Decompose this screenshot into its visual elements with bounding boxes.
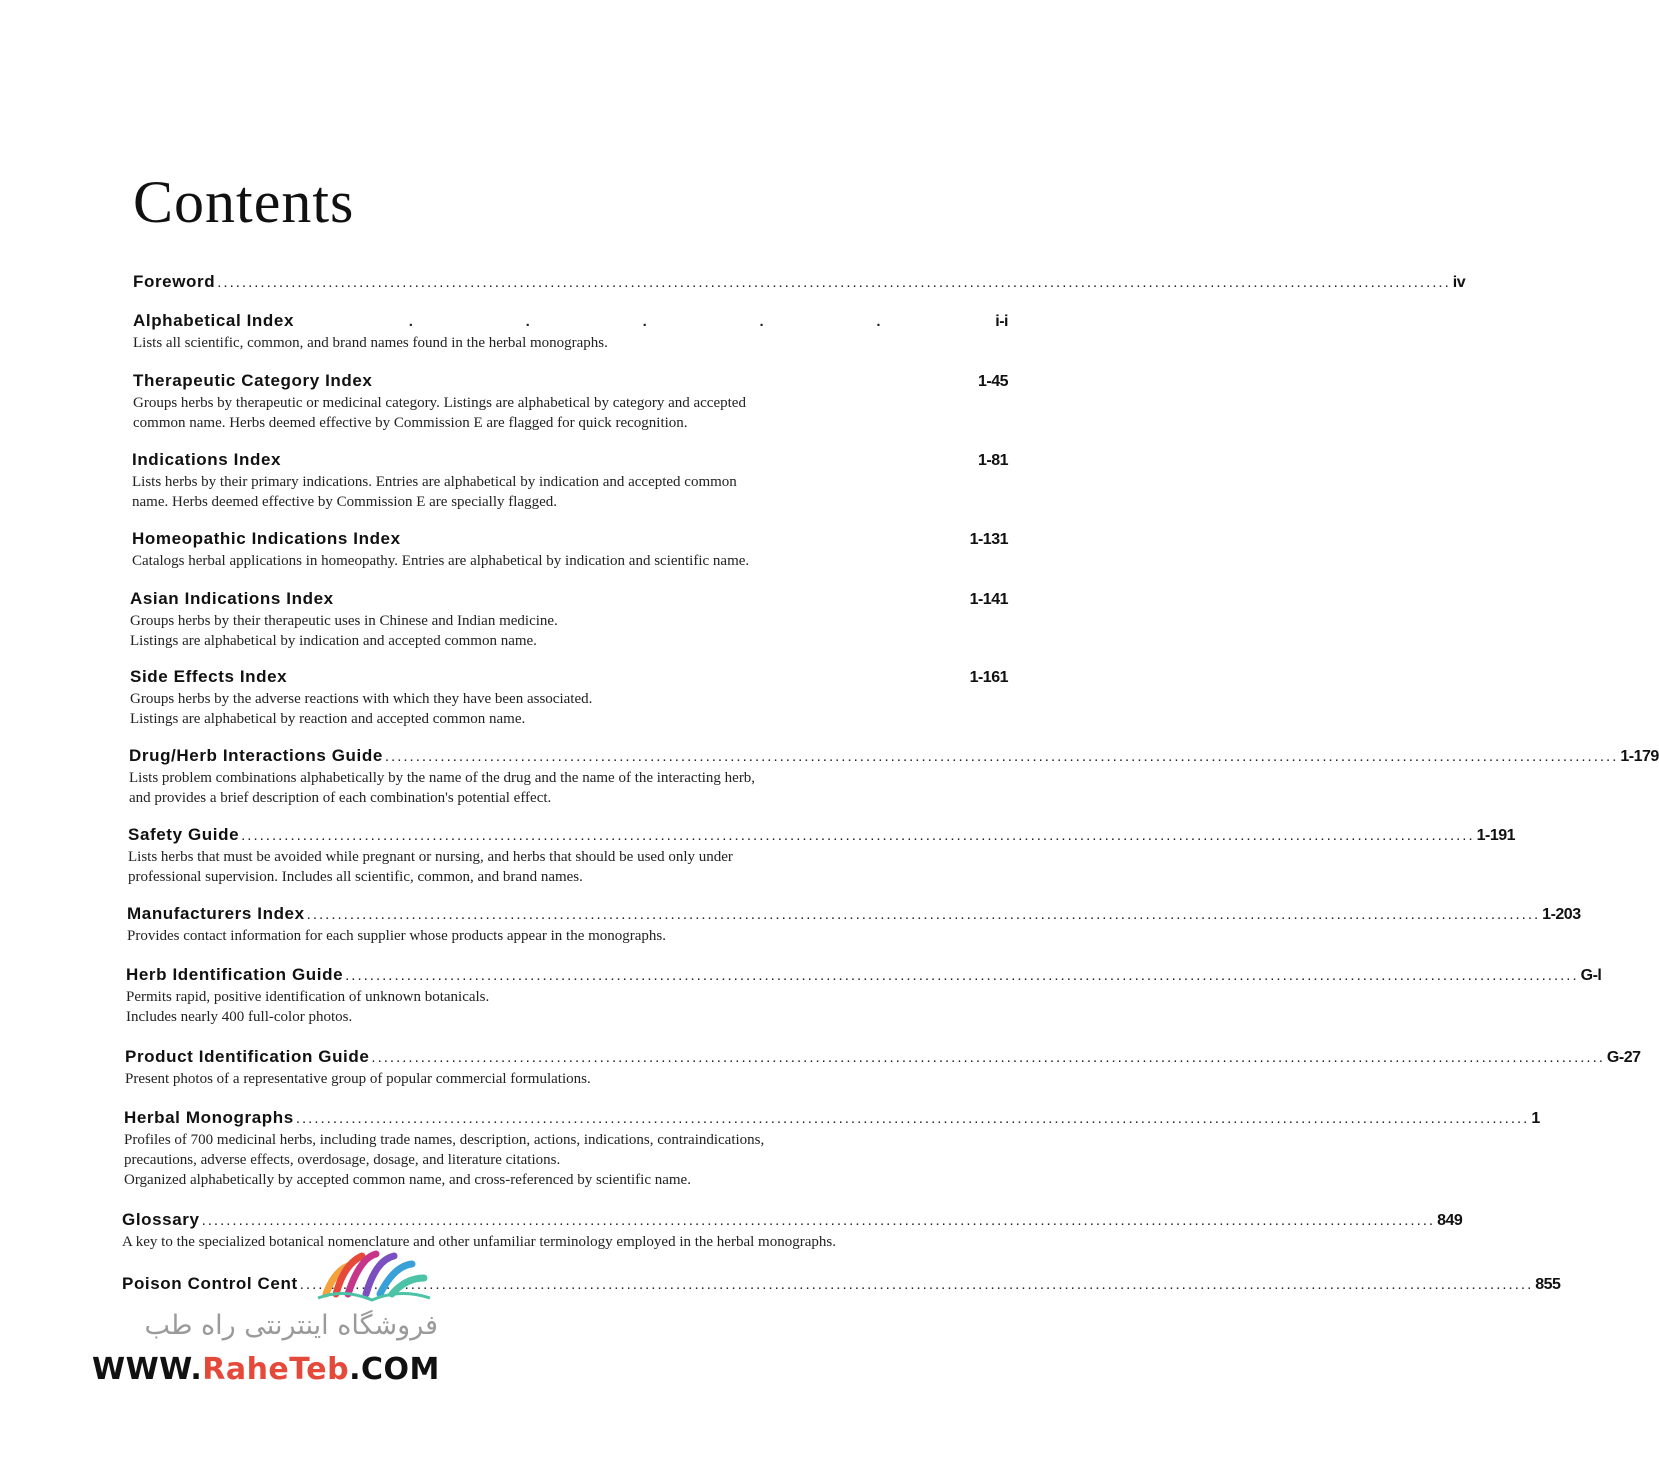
page-title: Contents — [133, 169, 355, 235]
toc-entry-description — [130, 689, 1008, 729]
toc-entry-heading — [133, 272, 1466, 294]
toc-entry-heading — [130, 667, 1008, 689]
toc-entry[interactable] — [128, 825, 1516, 887]
dot-leader: ........................................................................................................................................................................................................ — [371, 1049, 1605, 1066]
description-line: A key to the specialized botanical nomenclature and other unfamiliar terminology employed in the herbal monographs. — [122, 1234, 836, 1250]
toc-entry-title[interactable]: Homeopathic Indications Index — [132, 529, 401, 548]
toc-entry-description — [132, 551, 1008, 571]
toc-entry-title[interactable]: Herbal Monographs — [124, 1108, 294, 1127]
open-book-logo-icon — [314, 1248, 434, 1306]
dot-leader: ........................................................................................................................................................................................................ — [306, 906, 1541, 923]
toc-entry-page-number[interactable]: 1-191 — [1476, 827, 1516, 844]
toc-entry-heading — [122, 1210, 1463, 1232]
toc-entry-title[interactable]: Manufacturers Index — [127, 904, 305, 923]
toc-entry-page-number[interactable]: iv — [1452, 274, 1466, 291]
toc-entry-description — [125, 1069, 1008, 1089]
toc-entry[interactable] — [122, 1210, 1463, 1252]
dot-leader: . . . . . — [408, 313, 881, 330]
toc-entry[interactable] — [132, 450, 1008, 512]
toc-entry[interactable] — [133, 272, 1466, 294]
dot-leader: ........................................................................................................................................................................................................ — [299, 1276, 1534, 1293]
toc-entry-title[interactable]: Glossary — [122, 1210, 200, 1229]
description-line: Listings are alphabetical by indication and accepted common name. — [130, 633, 537, 649]
toc-entry-page-number[interactable]: 1-45 — [977, 373, 1008, 390]
toc-entry-description — [127, 926, 1008, 946]
toc-entry-description — [124, 1130, 1008, 1190]
toc-entry-description — [133, 333, 1008, 353]
description-line: Includes nearly 400 full-color photos. — [126, 1009, 353, 1025]
toc-entry[interactable] — [127, 904, 1581, 946]
toc-entry-page-number[interactable]: 855 — [1535, 1276, 1561, 1293]
toc-entry[interactable] — [125, 1047, 1641, 1089]
description-line: Organized alphabetically by accepted common name, and cross-referenced by scientific name. — [124, 1172, 691, 1188]
toc-entry-heading — [132, 450, 1008, 472]
toc-entry-title[interactable]: Alphabetical Index — [133, 311, 295, 330]
watermark-arabic-text: فروشگاه اینترنتی راه طب — [144, 1310, 438, 1341]
toc-entry-page-number[interactable]: G-l — [1580, 967, 1602, 984]
toc-entry-heading — [125, 1047, 1641, 1069]
toc-entry-title[interactable]: Drug/Herb Interactions Guide — [129, 746, 383, 765]
toc-entry-title[interactable]: Poison Control Cent — [122, 1274, 298, 1293]
description-line: Profiles of 700 medicinal herbs, including trade names, description, actions, indications, contraindications, — [124, 1132, 765, 1148]
description-line: Groups herbs by the adverse reactions with which they have been associated. — [130, 691, 593, 707]
dot-leader: ........................................................................................................................................................................................................ — [241, 827, 1475, 844]
toc-entry-page-number[interactable]: G-27 — [1606, 1049, 1641, 1066]
dot-leader: ........................................................................................................................................................................................................ — [384, 748, 1619, 765]
dot-leader: ........................................................................................................................................................................................................ — [217, 274, 1451, 291]
toc-entry-page-number[interactable]: i-i — [995, 313, 1008, 330]
toc-entry-title[interactable]: Side Effects Index — [130, 667, 288, 686]
toc-entry[interactable] — [133, 371, 1008, 433]
toc-entry-page-number[interactable]: 1 — [1531, 1110, 1540, 1127]
toc-entry-heading — [124, 1108, 1540, 1130]
watermark — [88, 1248, 448, 1398]
description-line: Lists all scientific, common, and brand names found in the herbal monographs. — [133, 335, 608, 351]
toc-entry-title[interactable]: Product Identification Guide — [125, 1047, 370, 1066]
toc-entry-heading — [133, 371, 1008, 393]
description-line: Lists herbs by their primary indications. Entries are alphabetical by indication and accepted common — [132, 474, 737, 490]
description-line: Provides contact information for each supplier whose products appear in the monographs. — [127, 928, 667, 944]
toc-entry-heading — [127, 904, 1581, 926]
toc-entry-title[interactable]: Herb Identification Guide — [126, 965, 344, 984]
toc-entry-title[interactable]: Safety Guide — [128, 825, 240, 844]
description-line: Groups herbs by therapeutic or medicinal category. Listings are alphabetical by category and accepted — [133, 395, 746, 411]
toc-entry-page-number[interactable]: 1-131 — [969, 531, 1008, 548]
toc-entry-heading — [129, 746, 1659, 768]
toc-entry[interactable] — [129, 746, 1659, 808]
toc-entry[interactable] — [130, 667, 1008, 729]
description-line: Present photos of a representative group of popular commercial formulations. — [125, 1071, 591, 1087]
toc-entry-heading — [128, 825, 1516, 847]
toc-entry-page-number[interactable]: 1-179 — [1620, 748, 1659, 765]
url-suffix: .COM — [349, 1352, 440, 1387]
toc-entry-description — [130, 611, 1008, 651]
toc-entry[interactable] — [132, 529, 1008, 571]
description-line: and provides a brief description of each combination's potential effect. — [129, 790, 552, 806]
dot-leader: ........................................................................................................................................................................................................ — [345, 967, 1579, 984]
toc-entry-description — [126, 987, 1008, 1027]
url-brand: RaheTeb — [202, 1352, 350, 1387]
toc-entry-description — [133, 393, 1008, 433]
toc-entry-heading — [133, 311, 1008, 333]
toc-entry[interactable] — [124, 1108, 1540, 1190]
url-prefix: WWW. — [92, 1352, 203, 1387]
dot-leader: ........................................................................................................................................................................................................ — [201, 1212, 1436, 1229]
toc-entry-title[interactable]: Foreword — [133, 272, 216, 291]
dot-leader: ........................................................................................................................................................................................................ — [295, 1110, 1530, 1127]
toc-entry-heading — [126, 965, 1602, 987]
description-line: Groups herbs by their therapeutic uses in Chinese and Indian medicine. — [130, 613, 558, 629]
toc-entry-page-number[interactable]: 1-161 — [969, 669, 1008, 686]
description-line: Catalogs herbal applications in homeopathy. Entries are alphabetical by indication and scientific name. — [132, 553, 750, 569]
toc-entry-page-number[interactable]: 1-81 — [977, 452, 1008, 469]
description-line: professional supervision. Includes all scientific, common, and brand names. — [128, 869, 583, 885]
toc-entry-title[interactable]: Indications Index — [132, 450, 282, 469]
toc-entry-heading — [130, 589, 1008, 611]
toc-entry-description — [129, 768, 1008, 808]
description-line: Permits rapid, positive identification of unknown botanicals. — [126, 989, 490, 1005]
description-line: precautions, adverse effects, overdosage, dosage, and literature citations. — [124, 1152, 561, 1168]
description-line: name. Herbs deemed effective by Commission E are specially flagged. — [132, 494, 557, 510]
toc-entry-description — [128, 847, 1008, 887]
toc-entry[interactable] — [130, 589, 1008, 651]
toc-entry-page-number[interactable]: 849 — [1437, 1212, 1463, 1229]
watermark-url[interactable] — [92, 1352, 440, 1387]
toc-entry-page-number[interactable]: 1-203 — [1542, 906, 1581, 923]
toc-entry-description — [132, 472, 1008, 512]
toc-entry[interactable] — [126, 965, 1602, 1027]
toc-entry-heading — [132, 529, 1008, 551]
toc-entry-title[interactable]: Asian Indications Index — [130, 589, 334, 608]
description-line: Lists problem combinations alphabetically by the name of the drug and the name of the interacting herb, — [129, 770, 756, 786]
description-line: Lists herbs that must be avoided while pregnant or nursing, and herbs that should be used only under — [128, 849, 733, 865]
toc-entry-page-number[interactable]: 1-141 — [969, 591, 1008, 608]
toc-entry[interactable] — [133, 311, 1008, 353]
description-line: common name. Herbs deemed effective by Commission E are flagged for quick recognition. — [133, 415, 688, 431]
toc-entry-title[interactable]: Therapeutic Category Index — [133, 371, 373, 390]
description-line: Listings are alphabetical by reaction and accepted common name. — [130, 711, 526, 727]
